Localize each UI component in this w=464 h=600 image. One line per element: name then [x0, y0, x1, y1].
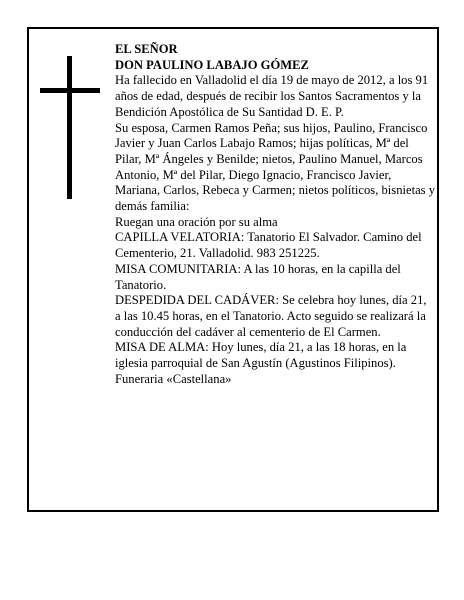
death-announcement: Ha fallecido en Valladolid el día 19 de mayo de 2012, a los 91 años de edad, después de recibir los Santos Sacramentos y la Bendición Apostólica de Su Santidad D. E. P.: [115, 73, 429, 119]
obituary-notice: [27, 27, 439, 512]
farewell-info: DESPEDIDA DEL CADÁVER: Se celebra hoy lunes, día 21, a las 10.45 horas, en el Tanatorio. Acto seguido se realizará la conducción del cadáver al cementerio de El Carmen.: [115, 293, 427, 339]
obituary-text: [115, 42, 435, 387]
deceased-title: EL SEÑOR: [115, 42, 178, 56]
soul-mass-info: MISA DE ALMA: Hoy lunes, día 21, a las 18 horas, en la iglesia parroquial de San Agustín (Agustinos Filipinos).: [115, 340, 407, 371]
prayer-request: Ruegan una oración por su alma: [115, 214, 278, 229]
family-list: Su esposa, Carmen Ramos Peña; sus hijos, Paulino, Francisco Javier y Juan Carlos Labajo Ramos; hijas políticas, Mª del Pilar, Mª Ángeles y Benilde; nietos, Paulino Manuel, Marcos Antonio, Mª del Pilar, Diego Ignacio, Francisco Javier, Mariana, Carlos, Rebeca y Carmen; nietos políticos, bisnietas y demás familia:: [115, 120, 436, 214]
cross-icon: [67, 56, 72, 199]
deceased-name: DON PAULINO LABAJO GÓMEZ: [115, 57, 309, 72]
cross-icon-bar: [40, 88, 100, 93]
chapel-info: CAPILLA VELATORIA: Tanatorio El Salvador. Camino del Cementerio, 21. Valladolid. 983 251225.: [115, 230, 422, 261]
funeral-home: Funeraria «Castellana»: [115, 371, 232, 386]
community-mass-info: MISA COMUNITARIA: A las 10 horas, en la capilla del Tanatorio.: [115, 261, 401, 292]
